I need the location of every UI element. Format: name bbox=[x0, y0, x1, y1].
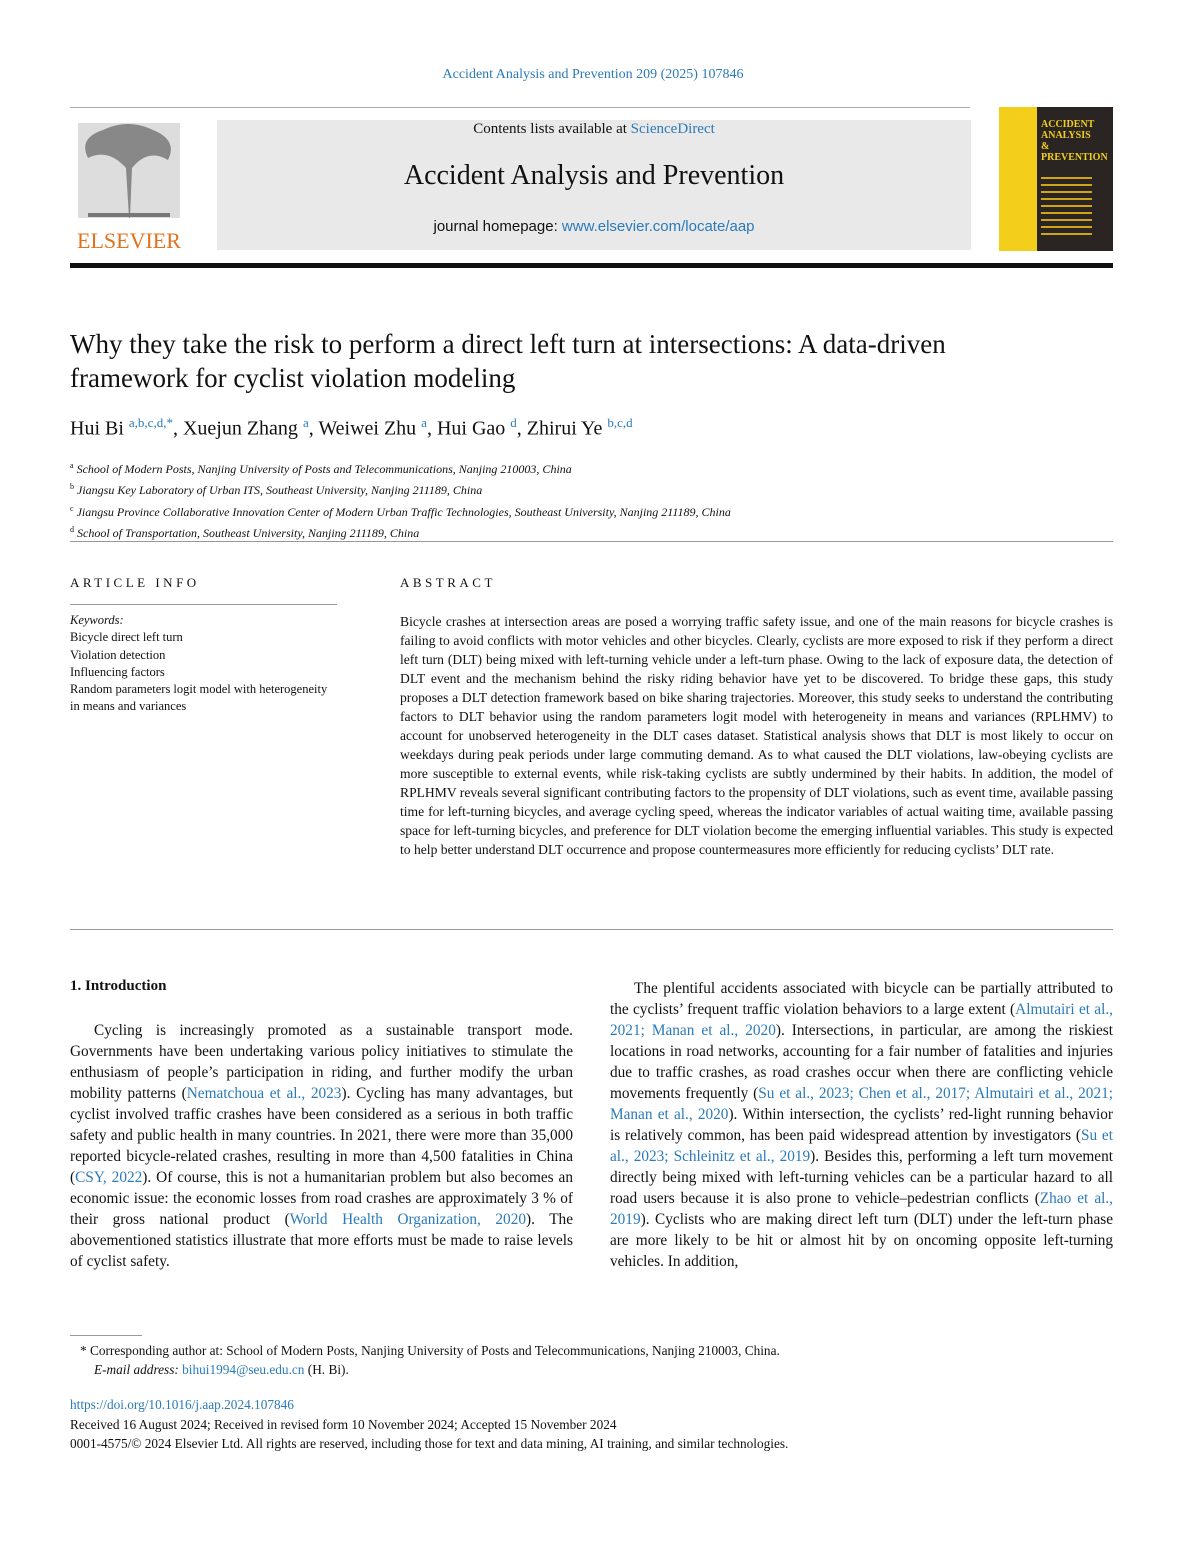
abstract-text: Bicycle crashes at intersection areas are posed a worrying traffic safety issue, and one of the main reasons for bicycle crashes is failing to avoid conflicts with motor vehicles and other bicycles. Clearly, cyclists are more exposed to risk if they perform a direct left turn (DLT) being mixed with left-turning vehicle under a left-turn phase. Owing to the lack of exposure data, the detection of DLT event and the mechanism behind the risky riding behavior have yet to be discovered. To bridge these gaps, this study proposes a DLT detection framework based on bike sharing trajectories. Moreover, this study seeks to understand the contributing factors to DLT behavior using the random parameters logit model with heterogeneity in means and variances (RPLHMV) to account for unobserved heterogeneity in the DLT cases dataset. Statistical analysis shows that DLT is most likely to occur on weekdays during peak periods under large commuting demand. As to what caused the DLT violations, law-obeying cyclists are more susceptible to external events, while risk-taking cyclists are subtly undermined by their habits. In addition, the model of RPLHMV reveals several significant contributing factors to the propensity of DLT violations, such as event time, available passing time for left-turning bicycles, and average cycling speed, whereas the indicator variables of actual waiting time, available passing space for left-turning bicycles, and preference for DLT violation become the emerging influential variables. This study is expected to help better understand DLT occurrence and propose countermeasures more efficiently for reducing cyclists’ DLT rate. bbox=[400, 614, 1113, 857]
author-affiliation-marker[interactable]: d bbox=[510, 415, 517, 430]
affiliation-marker: c bbox=[70, 503, 74, 513]
homepage-prefix: journal homepage: bbox=[433, 218, 562, 235]
affiliations bbox=[70, 457, 731, 542]
journal-cover: ACCIDENT ANALYSIS & PREVENTION bbox=[999, 107, 1113, 251]
contents-prefix: Contents lists available at bbox=[473, 121, 631, 137]
article-info-heading: ARTICLE INFO bbox=[70, 575, 200, 590]
divider bbox=[70, 541, 1113, 542]
author-name: Hui Gao bbox=[436, 417, 506, 440]
body-text: ). Of course, this is not a humanitarian problem but also becomes an economic issue: the economic losses from road crashes are approximately 3 % of their gross national product ( bbox=[70, 1169, 574, 1228]
article-meta bbox=[70, 1395, 788, 1454]
homepage-link[interactable]: www.elsevier.com/locate/aap bbox=[561, 218, 755, 235]
section-heading-introduction: 1. Introduction bbox=[70, 978, 167, 994]
citation-link[interactable]: Su et al., 2023; Schleinitz et al., 2019 bbox=[610, 1127, 1113, 1165]
journal-name: Accident Analysis and Prevention bbox=[403, 160, 785, 191]
body-text: The plentiful accidents associated with bicycle can be partially attributed to the cyclists’ frequent traffic violation behaviors to a large extent ( bbox=[610, 980, 1113, 1018]
svg-text:ELSEVIER: ELSEVIER bbox=[77, 228, 181, 253]
divider bbox=[70, 604, 337, 605]
received-dates: Received 16 August 2024; Received in revised form 10 November 2024; Accepted 15 November 2024 bbox=[70, 1416, 617, 1432]
affiliation-marker: d bbox=[70, 524, 74, 534]
footnote bbox=[80, 1341, 780, 1379]
body-text: ). Within intersection, the cyclists’ red-light running behavior is relatively common, has been paid widespread attention by investigators ( bbox=[610, 1106, 1113, 1144]
affiliation-text: School of Transportation, Southeast University, Nanjing 211189, China bbox=[77, 525, 420, 540]
keyword: Random parameters logit model with heterogeneity in means and variances bbox=[70, 682, 328, 714]
body-text: ). Besides this, performing a left turn movement directly being mixed with left-turning vehicles can be a particular hazard to all road users because it is also prone to vehicle–pedestrian conflicts ( bbox=[610, 1148, 1113, 1207]
body-text: ). Cycling has many advantages, but cyclist involved traffic crashes have been considered as a serious in both traffic safety and public health in many countries. In 2021, there were more than 35,000 reported bicycle-related crashes, resulting in more than 4,500 fatalities in China ( bbox=[70, 1085, 573, 1186]
doi-link[interactable]: https://doi.org/10.1016/j.aap.2024.107846 bbox=[70, 1397, 294, 1412]
intro-paragraph-1 bbox=[70, 1020, 573, 1272]
body-text: ). Cyclists who are making direct left turn (DLT) under the left-turn phase are more likely to be hit or almost hit by on oncoming opposite left-turning vehicles. In addition, bbox=[610, 1211, 1113, 1270]
author-name: Hui Bi bbox=[70, 417, 124, 440]
affiliation bbox=[70, 478, 731, 499]
author-affiliation-marker[interactable]: a bbox=[302, 415, 309, 430]
author-name: Xuejun Zhang bbox=[182, 417, 298, 440]
body-text: ). The abovementioned statistics illustrate that more efforts must be made to raise levels of cyclist safety. bbox=[70, 1211, 573, 1270]
copyright: 0001-4575/© 2024 Elsevier Ltd. All rights are reserved, including those for text and data mining, AI training, and similar technologies. bbox=[70, 1436, 789, 1451]
footnote-marker: * bbox=[80, 1343, 87, 1358]
affiliation bbox=[70, 521, 731, 542]
header-divider bbox=[70, 107, 970, 108]
intro-paragraph-2 bbox=[610, 978, 1113, 1272]
body-text: ). Intersections, in particular, are among the riskiest locations in road networks, accounting for a fair number of fatalities and injuries due to traffic crashes, as road crashes occur when there are conflicting vehicle movements frequently ( bbox=[610, 1022, 1113, 1102]
author-affiliation-marker[interactable]: a bbox=[421, 415, 427, 430]
corresponding-author: Corresponding author at: School of Modern Posts, Nanjing University of Posts and Telecommunications, Nanjing 210003, China. bbox=[89, 1343, 780, 1358]
keywords bbox=[70, 612, 330, 716]
author-list: Hui Bi $^{a,b,c,d,*}$, Xuejun Zhang $^a$, Weiwei Zhu $^a$, Hui Gao $^d$, Zhirui Ye $^{b,c,d}$ bbox=[70, 415, 633, 440]
email-link[interactable]: bihui1994@seu.edu.cn bbox=[182, 1362, 305, 1377]
affiliation-marker: a bbox=[70, 461, 74, 470]
article-title: Why they take the risk to perform a direct left turn at intersections: A data-driven framework for cyclist violation modeling bbox=[70, 329, 946, 393]
citation-link[interactable]: Zhao et al., 2019 bbox=[610, 1190, 1114, 1228]
keyword: Bicycle direct left turn bbox=[70, 630, 183, 645]
divider bbox=[70, 929, 1113, 930]
sciencedirect-link[interactable]: ScienceDirect bbox=[630, 121, 715, 137]
running-header[interactable]: Accident Analysis and Prevention 209 (2025) 107846 bbox=[442, 67, 744, 82]
affiliation-text: Jiangsu Key Laboratory of Urban ITS, Southeast University, Nanjing 211189, China bbox=[77, 483, 483, 498]
elsevier-logo bbox=[68, 118, 190, 253]
author-name: Weiwei Zhu bbox=[318, 417, 417, 440]
journal-masthead bbox=[217, 120, 971, 250]
abstract-heading: ABSTRACT bbox=[400, 575, 496, 590]
affiliation-text: Jiangsu Province Collaborative Innovation Center of Modern Urban Traffic Technologies, Southeast University, Nanjing 211189, China bbox=[76, 504, 731, 519]
footnote-divider bbox=[70, 1335, 142, 1336]
author-name: Zhirui Ye bbox=[526, 417, 603, 440]
affiliation-marker: b bbox=[70, 482, 74, 492]
citation-link[interactable]: CSY, 2022 bbox=[75, 1169, 143, 1186]
email-label: E-mail address: bbox=[94, 1362, 179, 1377]
keywords-label: Keywords: bbox=[70, 613, 124, 627]
citation-link[interactable]: Nematchoua et al., 2023 bbox=[186, 1085, 342, 1102]
keyword: Violation detection bbox=[70, 647, 166, 662]
keyword: Influencing factors bbox=[70, 664, 165, 679]
citation-link[interactable]: Su et al., 2023; Chen et al., 2017; Almutairi et al., 2021; Manan et al., 2020 bbox=[610, 1085, 1113, 1123]
author-affiliation-marker[interactable]: b,c,d bbox=[607, 415, 633, 430]
header-rule bbox=[70, 263, 1113, 268]
body-text: Cycling is increasingly promoted as a sustainable transport mode. Governments have been undertaking various policy initiatives to stimulate the enthusiasm of people’s participation in riding, and further modify the urban mobility patterns ( bbox=[70, 1022, 573, 1102]
citation-link[interactable]: World Health Organization, 2020 bbox=[289, 1211, 526, 1228]
affiliation-text: School of Modern Posts, Nanjing University of Posts and Telecommunications, Nanjing 210003, China bbox=[76, 462, 572, 476]
affiliation bbox=[70, 500, 731, 521]
citation-link[interactable]: Almutairi et al., 2021; Manan et al., 2020 bbox=[610, 1001, 1113, 1039]
affiliation bbox=[70, 457, 731, 478]
author-affiliation-marker[interactable]: a,b,c,d,* bbox=[128, 415, 173, 430]
email-suffix: (H. Bi). bbox=[304, 1362, 349, 1377]
